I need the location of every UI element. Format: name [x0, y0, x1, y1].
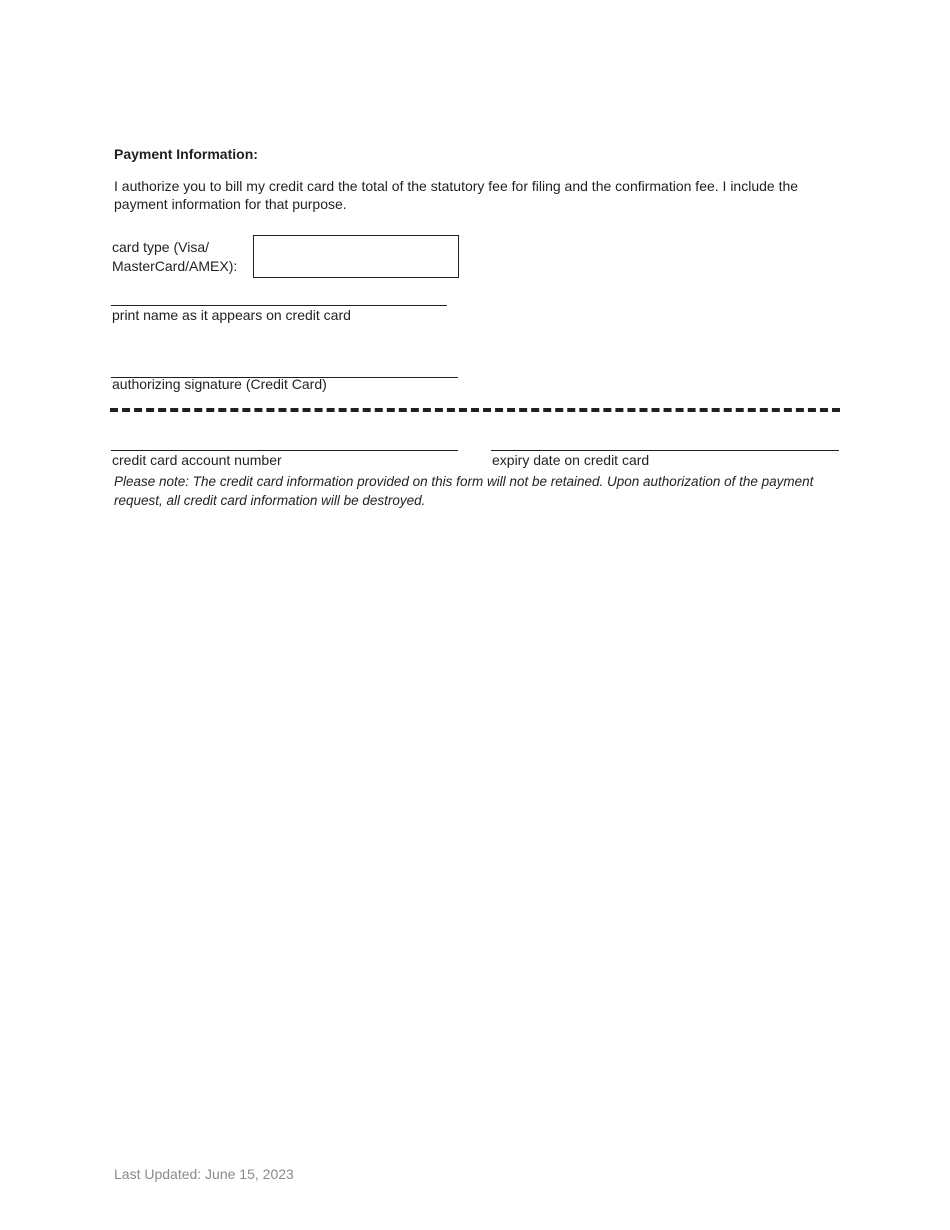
authorization-statement: I authorize you to bill my credit card the total of the statutory fee for filing and the confirmation fee. I include the payment information for that purpose. — [114, 178, 799, 212]
card-type-label — [112, 238, 252, 276]
last-updated: Last Updated: June 15, 2023 — [114, 1166, 294, 1182]
dashed-separator — [110, 408, 840, 412]
print-name-caption: print name as it appears on credit card — [112, 307, 351, 323]
card-type-field[interactable] — [253, 235, 459, 278]
expiry-date-caption: expiry date on credit card — [492, 452, 650, 468]
card-type-label-line1: card type (Visa/ — [112, 239, 210, 255]
section-heading: Payment Information: — [114, 146, 258, 162]
privacy-note: Please note: The credit card information provided on this form will not be retained. Upon authorization of the payment request, all credit card information will be destroyed. — [114, 474, 814, 508]
signature-caption: authorizing signature (Credit Card) — [112, 376, 327, 392]
card-type-label-line2: MasterCard/AMEX): — [112, 258, 238, 274]
account-number-caption: credit card account number — [112, 452, 282, 468]
